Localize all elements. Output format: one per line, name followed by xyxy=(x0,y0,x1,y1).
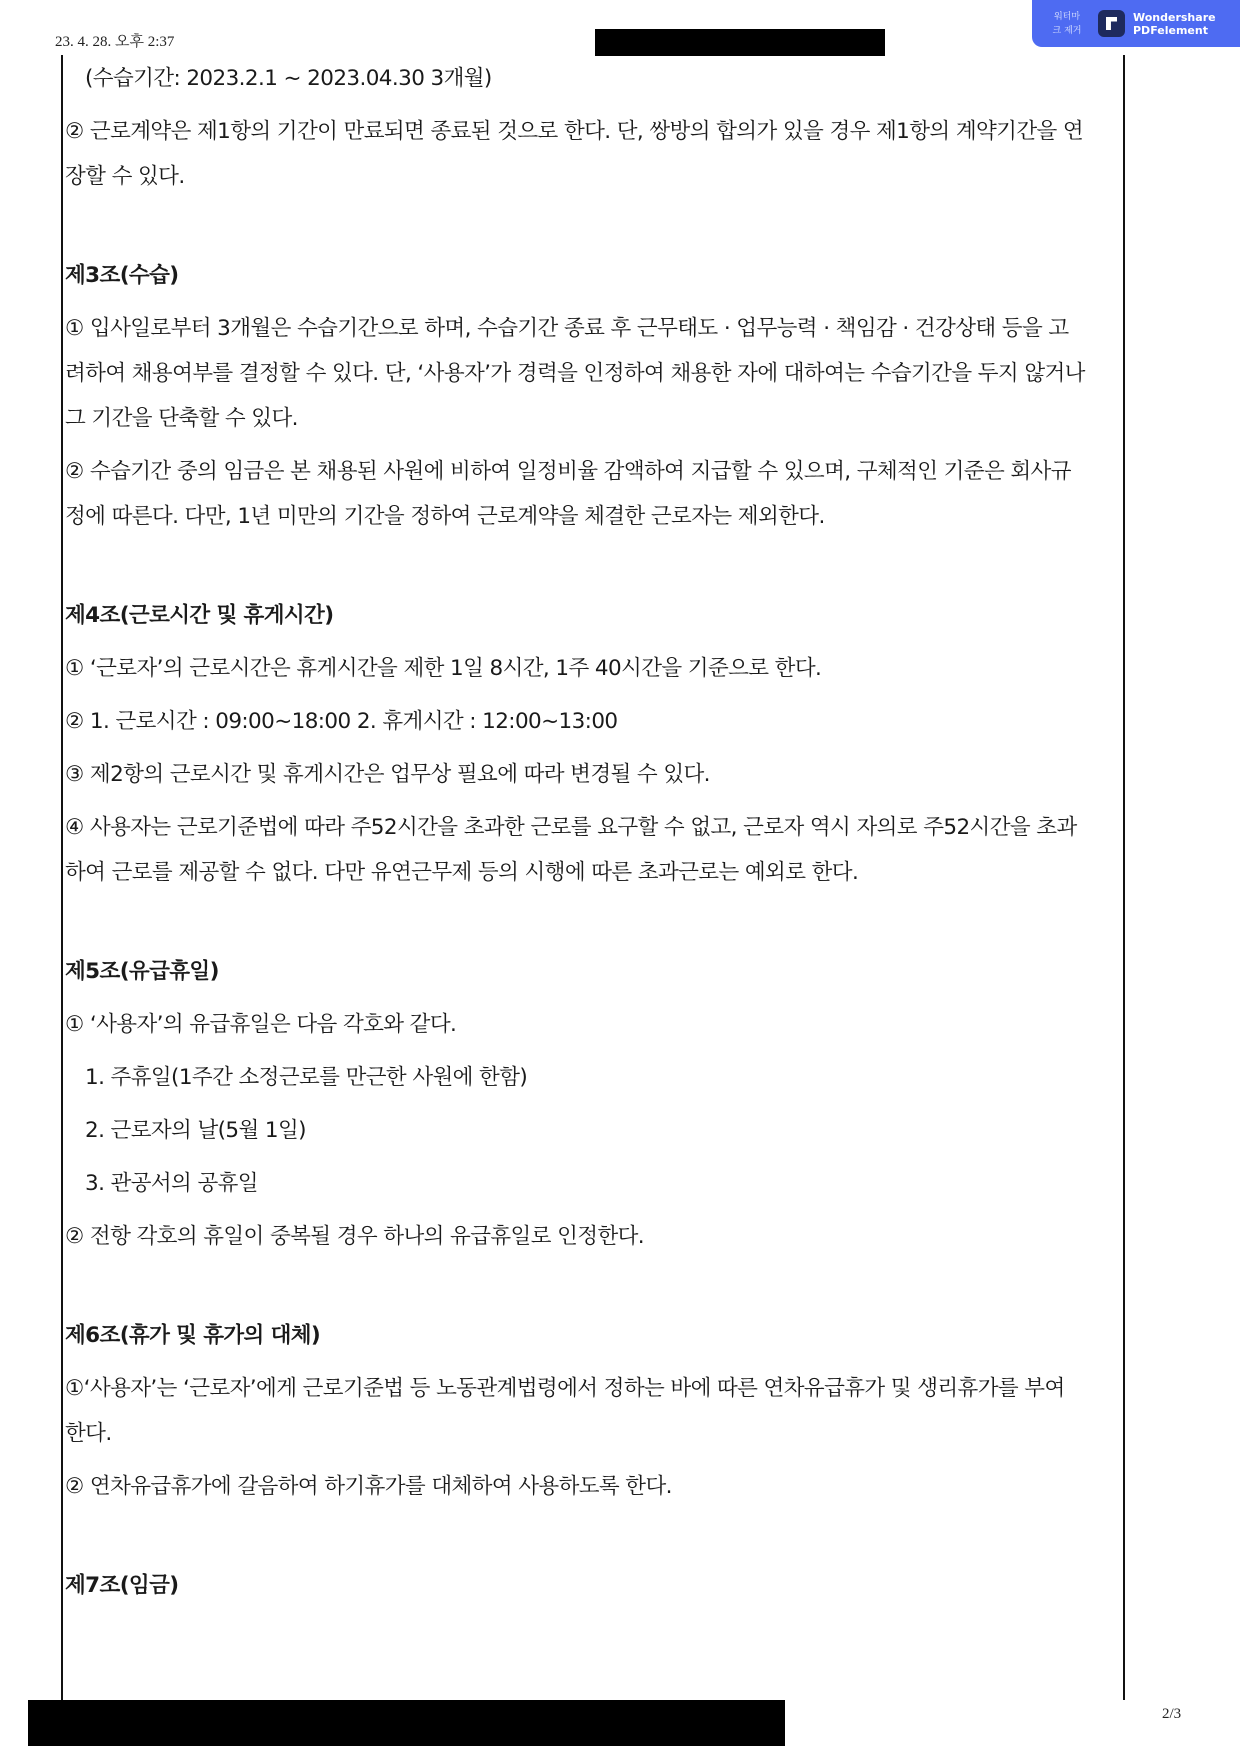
article-3-clause-1-line-1: ① 입사일로부터 3개월은 수습기간으로 하며, 수습기간 종료 후 근무태도 · 업무능력 · 책임감 · 건강상태 등을 고 xyxy=(65,316,1069,341)
article-4-clause-1: ① ‘근로자’의 근로시간은 휴게시간을 제한 1일 8시간, 1주 40시간을 기준으로 한다. xyxy=(65,656,822,681)
page-border-right xyxy=(1123,55,1125,1700)
watermark-remove-label[interactable] xyxy=(1038,10,1096,38)
watermark-remove-banner[interactable] xyxy=(1032,0,1240,47)
list-item: 2. 근로자의 날(5월 1일) xyxy=(85,1118,306,1143)
article-6-clause-2: ② 연차유급휴가에 갈음하여 하기휴가를 대체하여 사용하도록 한다. xyxy=(65,1474,672,1499)
article-4-title: 제4조(근로시간 및 휴게시간) xyxy=(65,603,334,628)
article-3-clause-2-line-2: 정에 따른다. 다만, 1년 미만의 기간을 정하여 근로계약을 체결한 근로자는 제외한다. xyxy=(65,504,825,529)
article-4-clause-3: ③ 제2항의 근로시간 및 휴게시간은 업무상 필요에 따라 변경될 수 있다. xyxy=(65,762,710,787)
article-2-clause-2-line-1: ② 근로계약은 제1항의 기간이 만료되면 종료된 것으로 한다. 단, 쌍방의 합의가 있을 경우 제1항의 계약기간을 연 xyxy=(65,119,1084,144)
page-number: 2/3 xyxy=(1162,1706,1182,1722)
watermark-remove-label-line-1: 워터마 xyxy=(1053,11,1081,22)
article-3-clause-1-line-2: 려하여 채용여부를 결정할 수 있다. 단, ‘사용자’가 경력을 인정하여 채용한 자에 대하여는 수습기간을 두지 않거나 xyxy=(65,361,1085,386)
redaction-bar-top xyxy=(595,29,885,56)
contract-body xyxy=(65,56,1120,1608)
watermark-remove-label-line-2: 크 제거 xyxy=(1052,25,1082,36)
article-3-clause-1-line-3: 그 기간을 단축할 수 있다. xyxy=(65,406,298,431)
print-datetime: 23. 4. 28. 오후 2:37 xyxy=(55,34,175,50)
redaction-bar-bottom xyxy=(28,1700,785,1746)
list-item: 1. 주휴일(1주간 소정근로를 만근한 사원에 한함) xyxy=(85,1065,528,1090)
watermark-brand xyxy=(1133,11,1216,37)
page-border-left xyxy=(61,55,63,1700)
pdfelement-logo-icon xyxy=(1098,10,1125,37)
article-6-clause-1-line-2: 한다. xyxy=(65,1421,112,1446)
watermark-brand-line-1: Wondershare xyxy=(1133,10,1216,24)
watermark-brand-line-2: PDFelement xyxy=(1133,23,1208,37)
article-5-clause-1: ① ‘사용자’의 유급휴일은 다음 각호와 같다. xyxy=(65,1012,457,1037)
article-7-title: 제7조(임금) xyxy=(65,1573,179,1598)
article-6-title: 제6조(휴가 및 휴가의 대체) xyxy=(65,1323,321,1348)
article-2-clause-2-line-2: 장할 수 있다. xyxy=(65,164,185,189)
article-4-clause-4-line-1: ④ 사용자는 근로기준법에 따라 주52시간을 초과한 근로를 요구할 수 없고, 근로자 역시 자의로 주52시간을 초과 xyxy=(65,815,1077,840)
article-5-title: 제5조(유급휴일) xyxy=(65,959,219,984)
article-3-clause-2-line-1: ② 수습기간 중의 임금은 본 채용된 사원에 비하여 일정비율 감액하여 지급할 수 있으며, 구체적인 기준은 회사규 xyxy=(65,459,1071,484)
article-5-clause-2: ② 전항 각호의 휴일이 중복될 경우 하나의 유급휴일로 인정한다. xyxy=(65,1224,645,1249)
article-3-title: 제3조(수습) xyxy=(65,263,179,288)
list-item: 3. 관공서의 공휴일 xyxy=(85,1171,258,1196)
article-6-clause-1-line-1: ①‘사용자’는 ‘근로자’에게 근로기준법 등 노동관계법령에서 정하는 바에 따른 연차유급휴가 및 생리휴가를 부여 xyxy=(65,1376,1065,1401)
article-4-clause-2: ② 1. 근로시간 : 09:00~18:00 2. 휴게시간 : 12:00~13:00 xyxy=(65,709,618,734)
probation-period-note: (수습기간: 2023.2.1 ~ 2023.04.30 3개월) xyxy=(85,66,492,91)
article-4-clause-4-line-2: 하여 근로를 제공할 수 없다. 다만 유연근무제 등의 시행에 따른 초과근로는 예외로 한다. xyxy=(65,860,859,885)
